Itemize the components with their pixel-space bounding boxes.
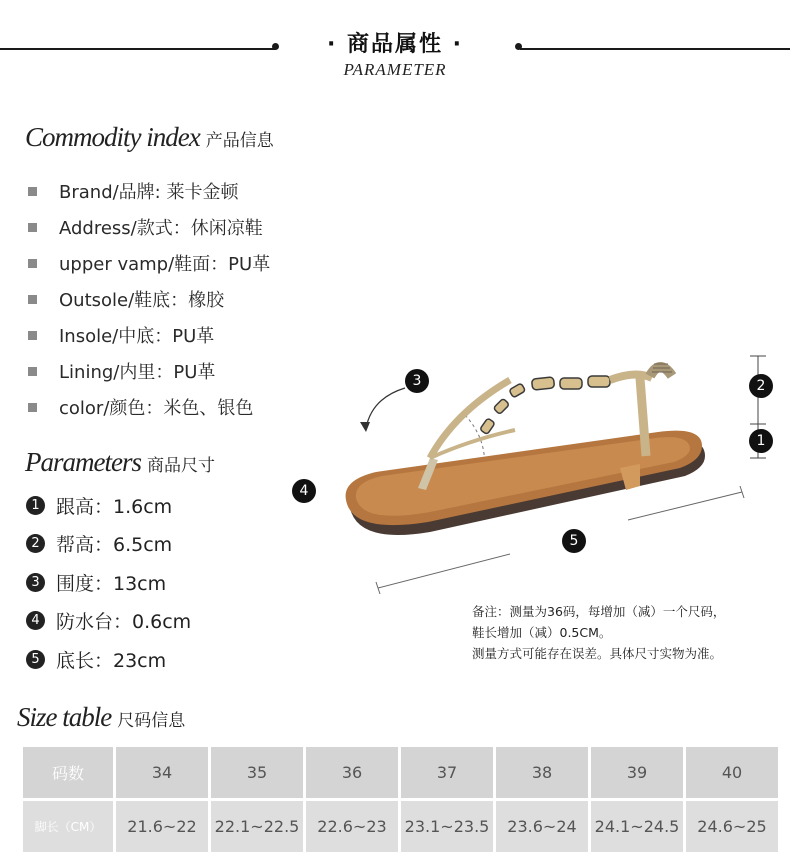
- table-cell: 34: [116, 747, 208, 798]
- attribute-text: Address/款式：休闲凉鞋: [59, 218, 263, 239]
- parameter-text: 跟高：1.6cm: [56, 495, 173, 518]
- bullet-icon: [28, 223, 37, 232]
- list-item: [28, 389, 270, 425]
- commodity-cn-title: 产品信息: [205, 131, 274, 151]
- table-cell: 38: [496, 747, 588, 798]
- marker-2: 2: [749, 374, 773, 398]
- parameter-text: 底长：23cm: [56, 649, 167, 672]
- attribute-text: color/颜色：米色、银色: [59, 398, 254, 419]
- row-header-length: 脚长（CM）: [23, 801, 113, 852]
- list-item: [26, 525, 191, 564]
- table-cell: 40: [686, 747, 778, 798]
- commodity-heading: [25, 122, 274, 153]
- attribute-text: upper vamp/鞋面：PU革: [59, 254, 271, 275]
- marker-1: 1: [749, 429, 773, 453]
- bullet-icon: [28, 403, 37, 412]
- table-row: [23, 747, 778, 798]
- number-badge: 4: [26, 611, 45, 630]
- list-item: [26, 563, 191, 602]
- page-subtitle: PARAMETER: [343, 60, 447, 79]
- sandal-drawing: [280, 340, 790, 610]
- table-cell: 22.6~23: [306, 801, 398, 852]
- parameter-text: 围度：13cm: [56, 572, 167, 595]
- table-row: [23, 801, 778, 852]
- attribute-text: Insole/中底：PU革: [59, 326, 215, 347]
- table-cell: 24.1~24.5: [591, 801, 683, 852]
- attribute-text: Outsole/鞋底：橡胶: [59, 290, 225, 311]
- row-header-size: 码数: [23, 747, 113, 798]
- size-table-heading: [17, 702, 185, 733]
- number-badge: 1: [26, 496, 45, 515]
- header-dot-right: [515, 43, 522, 50]
- header-dot-left: [272, 43, 279, 50]
- marker-3: 3: [405, 369, 429, 393]
- list-item: [26, 640, 191, 679]
- parameters-list: [26, 486, 191, 679]
- measurement-note: [472, 601, 725, 664]
- table-cell: 22.1~22.5: [211, 801, 303, 852]
- note-line: 鞋长增加（减）0.5CM。: [472, 625, 612, 640]
- page-title: · 商品属性 ·: [326, 32, 464, 57]
- note-line: 备注：测量为36码，每增加（减）一个尺码，: [472, 604, 726, 619]
- note-line: 测量方式可能存在误差。具体尺寸实物为准。: [472, 646, 723, 661]
- table-cell: 23.6~24: [496, 801, 588, 852]
- parameters-script-title: Parameters: [25, 447, 141, 477]
- bullet-icon: [28, 259, 37, 268]
- list-item: [28, 317, 270, 353]
- number-badge: 5: [26, 650, 45, 669]
- list-item: [28, 245, 270, 281]
- sandal-illustration: [280, 340, 790, 610]
- list-item: [26, 602, 191, 641]
- table-cell: 21.6~22: [116, 801, 208, 852]
- list-item: [28, 209, 270, 245]
- marker-5: 5: [562, 529, 586, 553]
- parameter-text: 防水台：0.6cm: [56, 611, 192, 634]
- attribute-text: Lining/内里：PU革: [59, 362, 216, 383]
- bullet-icon: [28, 295, 37, 304]
- table-cell: 37: [401, 747, 493, 798]
- table-cell: 35: [211, 747, 303, 798]
- number-badge: 3: [26, 573, 45, 592]
- table-cell: 23.1~23.5: [401, 801, 493, 852]
- bullet-icon: [28, 187, 37, 196]
- commodity-list: [28, 173, 270, 425]
- attribute-text: Brand/品牌: 莱卡金顿: [59, 182, 239, 203]
- table-cell: 36: [306, 747, 398, 798]
- table-cell: 24.6~25: [686, 801, 778, 852]
- bullet-icon: [28, 367, 37, 376]
- header-line-right: [520, 48, 790, 50]
- marker-4: 4: [292, 479, 316, 503]
- list-item: [26, 486, 191, 525]
- commodity-script-title: Commodity index: [25, 122, 200, 152]
- list-item: [28, 353, 270, 389]
- size-table: [20, 744, 781, 855]
- list-item: [28, 173, 270, 209]
- list-item: [28, 281, 270, 317]
- size-table-cn-title: 尺码信息: [117, 711, 186, 731]
- number-badge: 2: [26, 534, 45, 553]
- table-cell: 39: [591, 747, 683, 798]
- header-line-left: [0, 48, 275, 50]
- parameters-heading: [25, 447, 215, 478]
- bullet-icon: [28, 331, 37, 340]
- parameters-cn-title: 商品尺寸: [146, 456, 215, 476]
- parameter-text: 帮高：6.5cm: [56, 534, 173, 557]
- size-table-script-title: Size table: [17, 702, 112, 732]
